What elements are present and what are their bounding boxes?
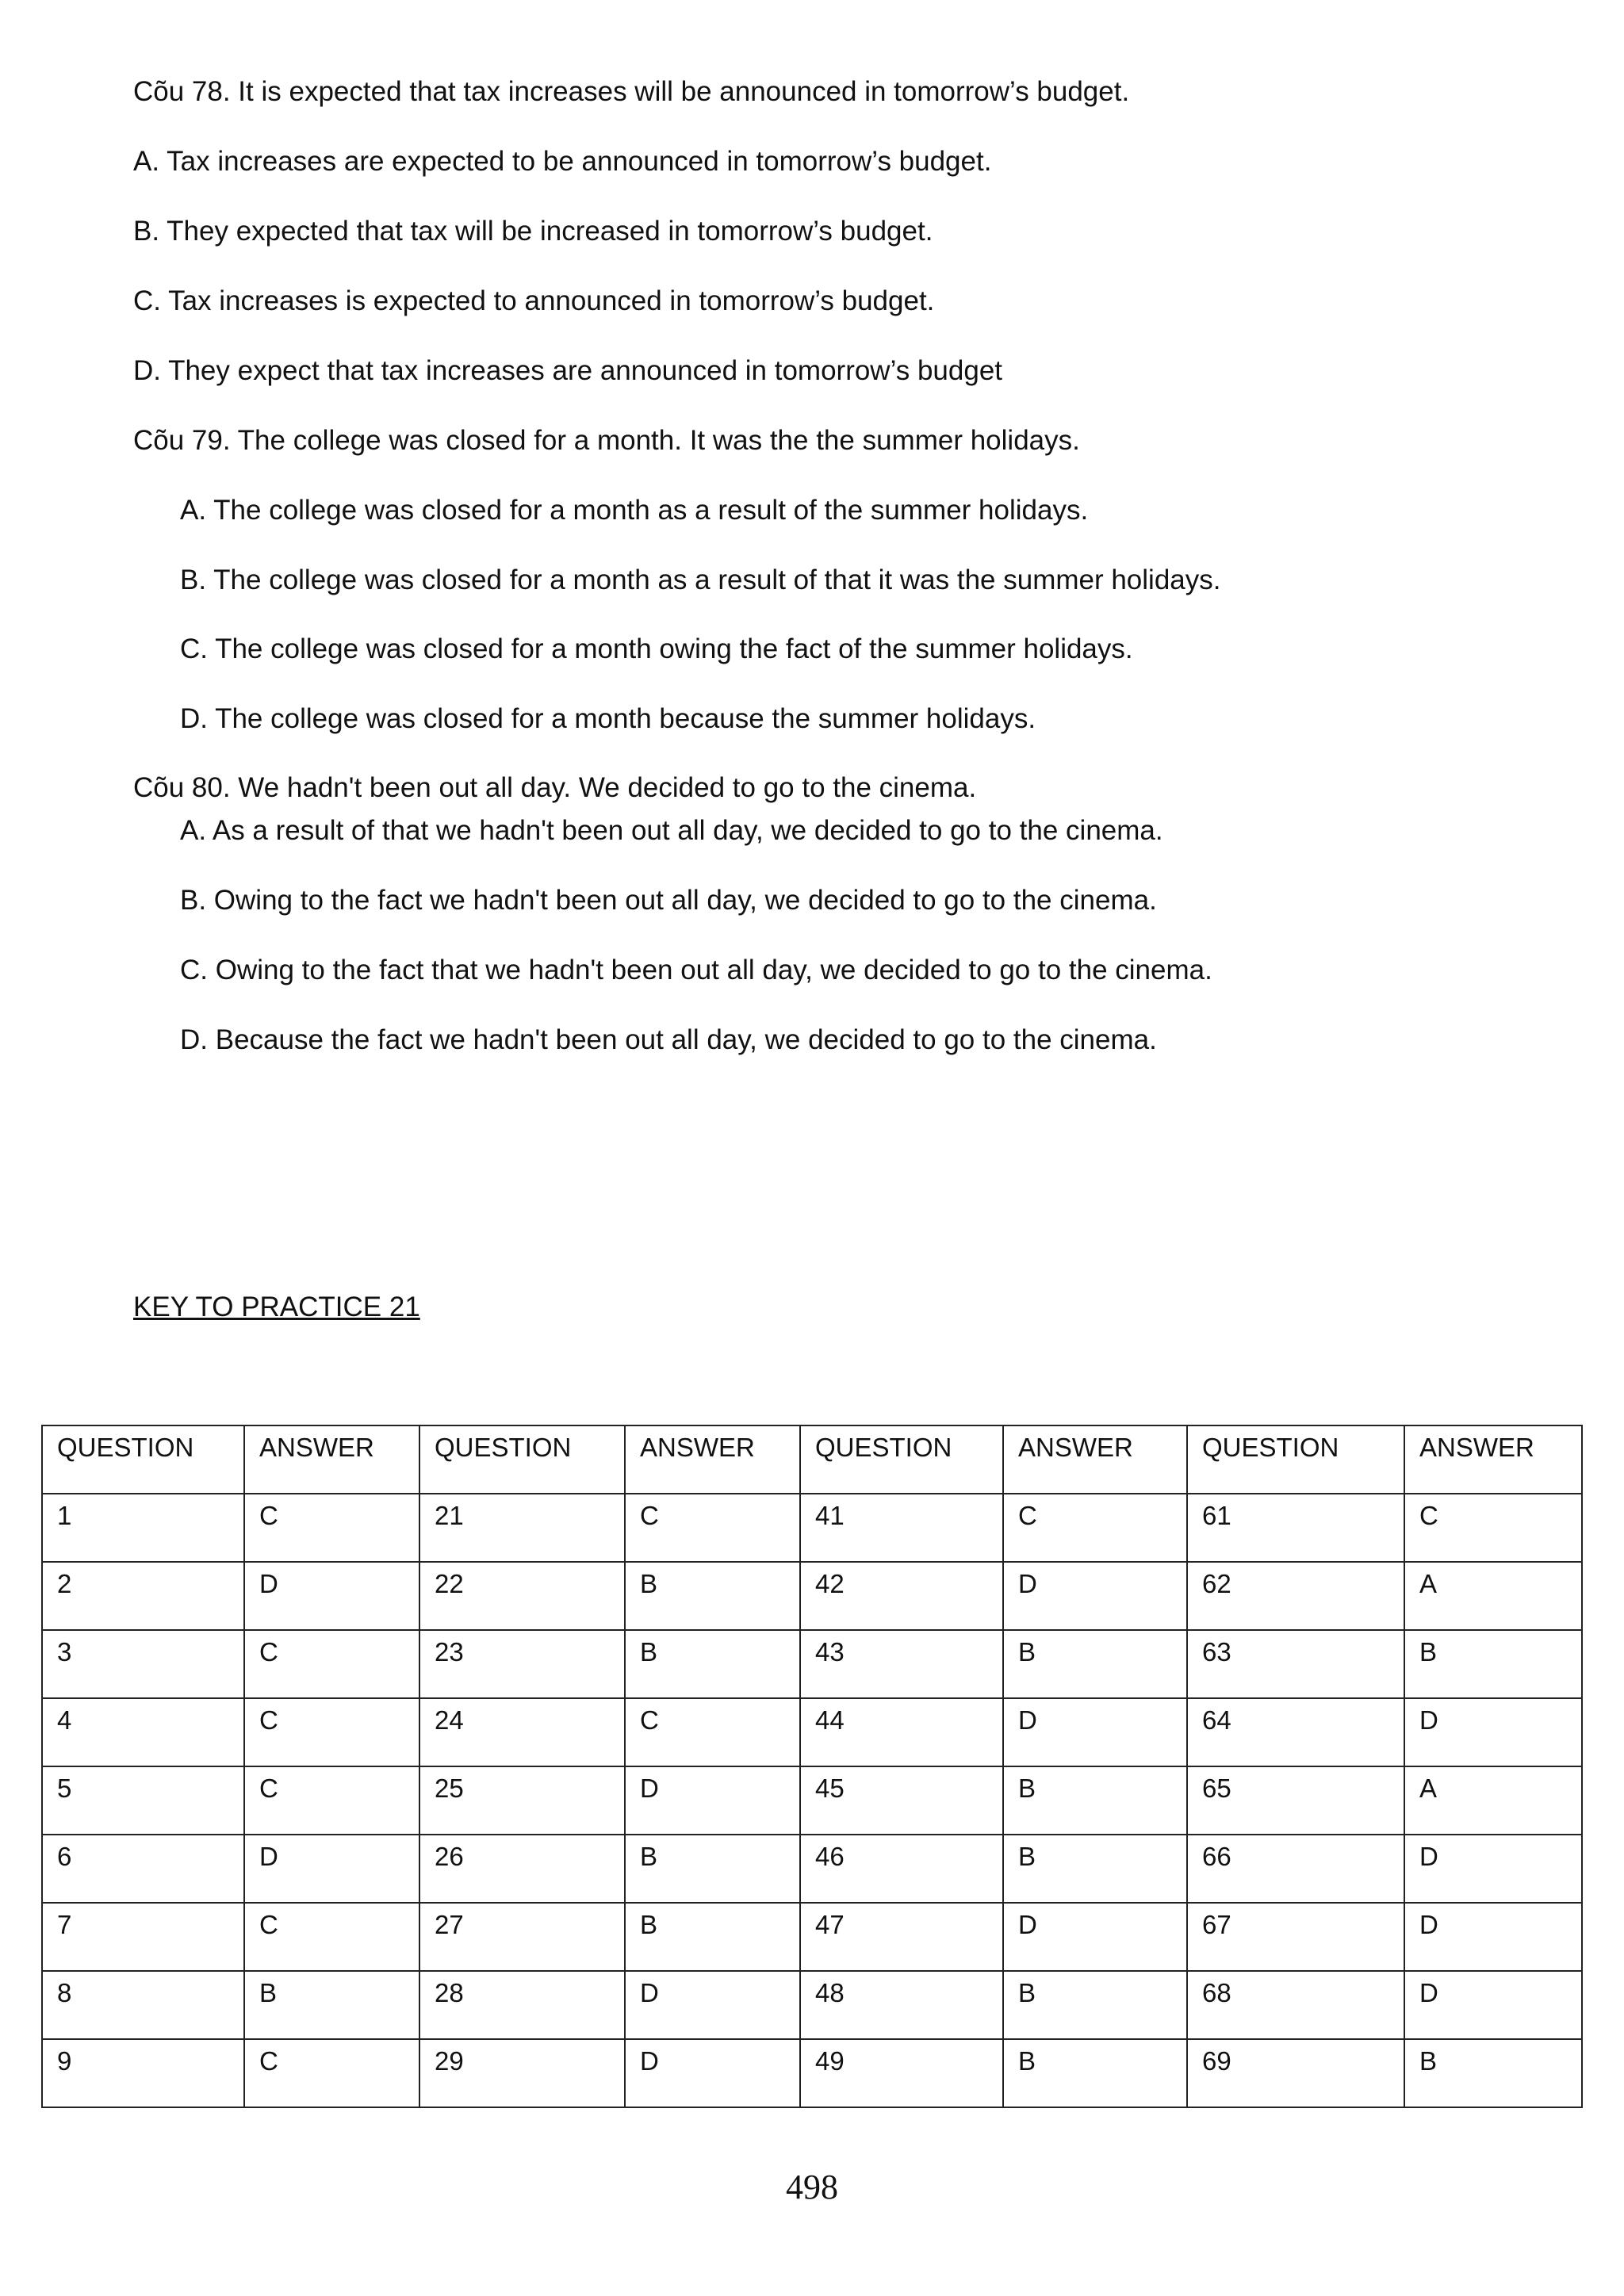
question-78-option-a: A. Tax increases are expected to be announced in tomorrow’s budget. [133,146,992,177]
question-80-option-a: A. As a result of that we hadn't been out all day, we decided to go to the cinema. [180,815,1163,846]
answer-cell: D [1404,1698,1582,1766]
question-number-cell: 4 [42,1698,244,1766]
answer-cell: C [625,1494,800,1562]
question-number-cell: 8 [42,1971,244,2039]
question-78-option-b: B. They expected that tax will be increased in tomorrow’s budget. [133,216,933,247]
answer-cell: B [1003,2039,1187,2107]
question-number-cell: 64 [1187,1698,1404,1766]
answer-cell: D [625,1766,800,1835]
question-number-cell: 46 [800,1835,1003,1903]
question-79-stem: Cõu 79. The college was closed for a month. It was the the summer holidays. [133,425,1080,456]
question-number-cell: 24 [419,1698,625,1766]
answer-cell: C [625,1698,800,1766]
table-header-cell: QUESTION [419,1425,625,1494]
question-number-cell: 22 [419,1562,625,1630]
answer-cell: C [1404,1494,1582,1562]
table-row [42,1766,1582,1835]
question-80-option-b: B. Owing to the fact we hadn't been out all day, we decided to go to the cinema. [180,885,1157,916]
table-row [42,1562,1582,1630]
question-number-cell: 29 [419,2039,625,2107]
table-header-row [42,1425,1582,1494]
answer-cell: D [1404,1835,1582,1903]
answer-cell: D [1404,1903,1582,1971]
table-header-cell: QUESTION [42,1425,244,1494]
question-number-cell: 9 [42,2039,244,2107]
question-number-cell: 21 [419,1494,625,1562]
question-number-cell: 48 [800,1971,1003,2039]
answer-cell: D [625,1971,800,2039]
question-number-cell: 41 [800,1494,1003,1562]
answer-cell: B [625,1630,800,1698]
question-number-cell: 43 [800,1630,1003,1698]
question-79-option-c: C. The college was closed for a month owing the fact of the summer holidays. [180,633,1133,664]
table-row [42,2039,1582,2107]
question-79-option-b: B. The college was closed for a month as a result of that it was the summer holidays. [180,564,1221,595]
answer-cell: B [244,1971,419,2039]
table-row [42,1494,1582,1562]
answer-cell: C [1003,1494,1187,1562]
answer-cell: A [1404,1562,1582,1630]
page-number: 498 [786,2168,838,2206]
table-row [42,1630,1582,1698]
answer-cell: C [244,1630,419,1698]
table-header-cell: ANSWER [244,1425,419,1494]
question-number-cell: 69 [1187,2039,1404,2107]
table-header-cell: ANSWER [625,1425,800,1494]
answer-cell: C [244,1903,419,1971]
answer-cell: C [244,1766,419,1835]
answer-cell: D [244,1835,419,1903]
question-79-option-a: A. The college was closed for a month as a result of the summer holidays. [180,495,1089,526]
question-number-cell: 1 [42,1494,244,1562]
answer-cell: C [244,1494,419,1562]
answer-cell: D [625,2039,800,2107]
question-number-cell: 6 [42,1835,244,1903]
question-number-cell: 42 [800,1562,1003,1630]
answer-cell: A [1404,1766,1582,1835]
question-number-cell: 27 [419,1903,625,1971]
question-number-cell: 49 [800,2039,1003,2107]
question-78-option-c: C. Tax increases is expected to announced in tomorrow’s budget. [133,285,935,316]
question-number-cell: 68 [1187,1971,1404,2039]
answer-cell: B [1003,1766,1187,1835]
question-number-cell: 67 [1187,1903,1404,1971]
question-number-cell: 26 [419,1835,625,1903]
answer-cell: B [1003,1835,1187,1903]
table-header-cell: QUESTION [1187,1425,1404,1494]
table-row [42,1971,1582,2039]
answer-cell: B [1404,1630,1582,1698]
question-number-cell: 23 [419,1630,625,1698]
answer-cell: B [1003,1971,1187,2039]
question-number-cell: 2 [42,1562,244,1630]
question-number-cell: 7 [42,1903,244,1971]
question-number-cell: 62 [1187,1562,1404,1630]
answer-key-table [41,1425,1583,2108]
table-header-cell: QUESTION [800,1425,1003,1494]
key-title: KEY TO PRACTICE 21 [133,1292,420,1322]
answer-cell: D [244,1562,419,1630]
question-number-cell: 45 [800,1766,1003,1835]
question-number-cell: 3 [42,1630,244,1698]
answer-cell: B [625,1562,800,1630]
question-78-option-d: D. They expect that tax increases are announced in tomorrow’s budget [133,355,1003,386]
table-header-cell: ANSWER [1404,1425,1582,1494]
question-number-cell: 28 [419,1971,625,2039]
question-number-cell: 5 [42,1766,244,1835]
table-header-cell: ANSWER [1003,1425,1187,1494]
table-row [42,1903,1582,1971]
answer-cell: D [1003,1562,1187,1630]
answer-cell: C [244,2039,419,2107]
question-number-cell: 47 [800,1903,1003,1971]
answer-cell: D [1404,1971,1582,2039]
answer-cell: B [1404,2039,1582,2107]
answer-cell: B [1003,1630,1187,1698]
question-number-cell: 65 [1187,1766,1404,1835]
question-80-option-c: C. Owing to the fact that we hadn't been out all day, we decided to go to the cinema. [180,955,1212,985]
question-80-option-d: D. Because the fact we hadn't been out all day, we decided to go to the cinema. [180,1024,1157,1055]
question-number-cell: 25 [419,1766,625,1835]
question-79-option-d: D. The college was closed for a month because the summer holidays. [180,703,1036,734]
answer-cell: C [244,1698,419,1766]
answer-cell: D [1003,1698,1187,1766]
question-80-stem: Cõu 80. We hadn't been out all day. We decided to go to the cinema. [133,772,977,803]
question-number-cell: 44 [800,1698,1003,1766]
question-number-cell: 66 [1187,1835,1404,1903]
question-number-cell: 63 [1187,1630,1404,1698]
table-row [42,1835,1582,1903]
table-row [42,1698,1582,1766]
question-78-stem: Cõu 78. It is expected that tax increases will be announced in tomorrow’s budget. [133,76,1130,107]
answer-cell: B [625,1903,800,1971]
answer-cell: D [1003,1903,1187,1971]
question-number-cell: 61 [1187,1494,1404,1562]
answer-key-body [42,1425,1582,2107]
answer-cell: B [625,1835,800,1903]
